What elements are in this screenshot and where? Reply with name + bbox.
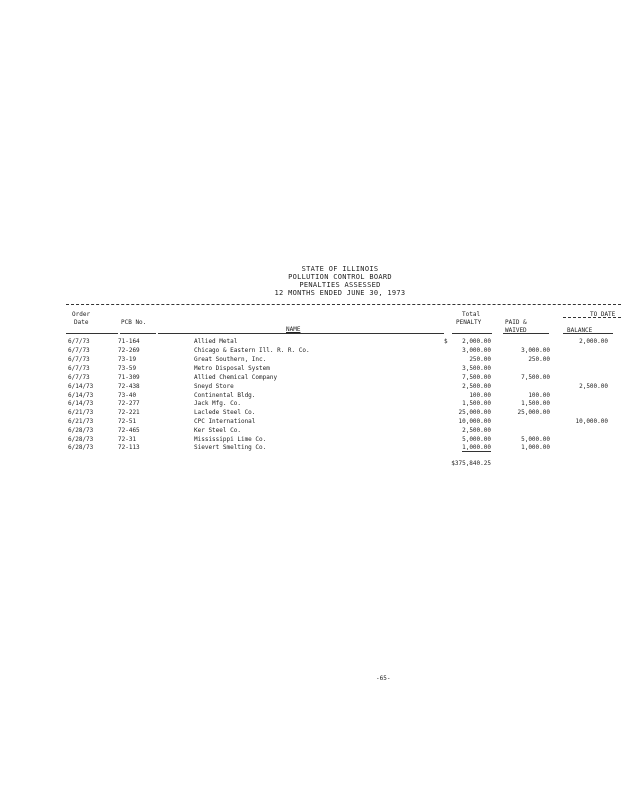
company-name-cell: Jack Mfg. Co.	[194, 400, 241, 407]
balance-cell: 10,000.00	[575, 418, 608, 425]
header-dashed-rule	[66, 304, 621, 305]
table-row	[0, 418, 621, 426]
page-number: -65-	[376, 675, 391, 682]
company-name-cell: Continental Bldg.	[194, 392, 256, 399]
report-subject-title: PENALTIES ASSESSED	[299, 281, 381, 289]
pcb-number-cell: 73-59	[118, 365, 137, 372]
paid-waived-cell: 7,500.00	[521, 374, 550, 381]
total-penalty-cell: 250.00	[469, 356, 491, 363]
total-penalty-cell: 100.00	[469, 392, 491, 399]
order-date-header-top: Order	[72, 311, 91, 318]
order-date-cell: 6/7/73	[68, 347, 90, 354]
order-date-cell: 6/7/73	[68, 338, 90, 345]
paid-rule	[503, 333, 549, 334]
total-penalty-cell: 1,000.00	[462, 444, 491, 451]
total-penalty-cell: 2,500.00	[462, 383, 491, 390]
balance-cell: 2,000.00	[579, 338, 608, 345]
pcb-number-cell: 72-113	[118, 444, 140, 451]
paid-waived-header-bottom: WAIVED	[505, 327, 527, 334]
pcb-number-cell: 72-221	[118, 409, 140, 416]
report-period-title: 12 MONTHS ENDED JUNE 30, 1973	[274, 289, 406, 297]
table-row	[0, 383, 621, 391]
table-row	[0, 356, 621, 364]
table-row	[0, 392, 621, 400]
pcb-number-rule	[120, 333, 156, 334]
pcb-number-cell: 72-51	[118, 418, 137, 425]
order-date-cell: 6/21/73	[68, 418, 94, 425]
pcb-number-cell: 72-438	[118, 383, 140, 390]
company-name-cell: Allied Chemical Company	[194, 374, 278, 381]
grand-total: $375,840.25	[451, 460, 491, 467]
company-name-cell: CPC International	[194, 418, 256, 425]
order-date-rule	[66, 333, 118, 334]
paid-waived-cell: 1,500.00	[521, 400, 550, 407]
report-board-title: POLLUTION CONTROL BOARD	[288, 273, 392, 281]
order-date-cell: 6/7/73	[68, 365, 90, 372]
balance-header-top: TO DATE	[590, 311, 616, 318]
order-date-cell: 6/28/73	[68, 444, 94, 451]
balance-header: BALANCE	[567, 327, 593, 334]
paid-waived-cell: 250.00	[528, 356, 550, 363]
balance-cell: 2,500.00	[579, 383, 608, 390]
pcb-number-cell: 72-277	[118, 400, 140, 407]
table-row	[0, 347, 621, 355]
total-penalty-cell: 10,000.00	[458, 418, 491, 425]
total-penalty-cell: 2,500.00	[462, 427, 491, 434]
order-date-cell: 6/28/73	[68, 427, 94, 434]
total-penalty-cell: 1,500.00	[462, 400, 491, 407]
table-row	[0, 338, 621, 346]
paid-waived-cell: 3,000.00	[521, 347, 550, 354]
order-date-header-bottom: Date	[74, 319, 89, 326]
company-name-cell: Laclede Steel Co.	[194, 409, 256, 416]
total-penalty-cell: 25,000.00	[458, 409, 491, 416]
paid-waived-cell: 5,000.00	[521, 436, 550, 443]
total-penalty-cell: 2,000.00	[462, 338, 491, 345]
company-name-cell: Ker Steel Co.	[194, 427, 241, 434]
order-date-cell: 6/14/73	[68, 392, 94, 399]
total-penalty-cell: 3,000.00	[462, 347, 491, 354]
table-row	[0, 436, 621, 444]
total-rule	[452, 333, 492, 334]
pcb-number-header: PCB No.	[121, 319, 147, 326]
order-date-cell: 6/21/73	[68, 409, 94, 416]
company-name-cell: Sneyd Store	[194, 383, 234, 390]
pcb-number-cell: 71-309	[118, 374, 140, 381]
total-penalty-cell: 5,000.00	[462, 436, 491, 443]
table-row	[0, 365, 621, 373]
pcb-number-cell: 73-40	[118, 392, 137, 399]
balance-rule	[563, 333, 613, 334]
order-date-cell: 6/14/73	[68, 383, 94, 390]
pcb-number-cell: 73-19	[118, 356, 137, 363]
table-row	[0, 400, 621, 408]
company-name-cell: Great Southern, Inc.	[194, 356, 267, 363]
total-penalty-cell: 7,500.00	[462, 374, 491, 381]
pcb-number-cell: 72-465	[118, 427, 140, 434]
company-name-cell: Allied Metal	[194, 338, 238, 345]
company-name-cell: Sievert Smelting Co.	[194, 444, 267, 451]
name-rule	[158, 333, 444, 334]
total-penalty-cell: 3,500.00	[462, 365, 491, 372]
company-name-cell: Chicago & Eastern Ill. R. R. Co.	[194, 347, 310, 354]
pcb-number-cell: 71-164	[118, 338, 140, 345]
order-date-cell: 6/7/73	[68, 356, 90, 363]
pcb-number-cell: 72-31	[118, 436, 137, 443]
to-date-rule	[563, 317, 621, 318]
table-row	[0, 427, 621, 435]
dollar-sign: $	[444, 338, 448, 345]
report-state-title: STATE OF ILLINOIS	[301, 265, 379, 273]
table-row	[0, 374, 621, 382]
name-header: NAME	[286, 326, 301, 333]
paid-waived-cell: 25,000.00	[517, 409, 550, 416]
paid-waived-cell: 1,000.00	[521, 444, 550, 451]
order-date-cell: 6/14/73	[68, 400, 94, 407]
total-penalty-header-bottom: PENALTY	[456, 319, 482, 326]
pcb-number-cell: 72-269	[118, 347, 140, 354]
paid-waived-cell: 100.00	[528, 392, 550, 399]
table-row	[0, 444, 621, 452]
table-row	[0, 409, 621, 417]
paid-waived-header-top: PAID &	[505, 319, 527, 326]
order-date-cell: 6/28/73	[68, 436, 94, 443]
order-date-cell: 6/7/73	[68, 374, 90, 381]
company-name-cell: Metro Disposal System	[194, 365, 270, 372]
company-name-cell: Mississippi Lime Co.	[194, 436, 267, 443]
total-penalty-header-top: Total	[462, 311, 481, 318]
